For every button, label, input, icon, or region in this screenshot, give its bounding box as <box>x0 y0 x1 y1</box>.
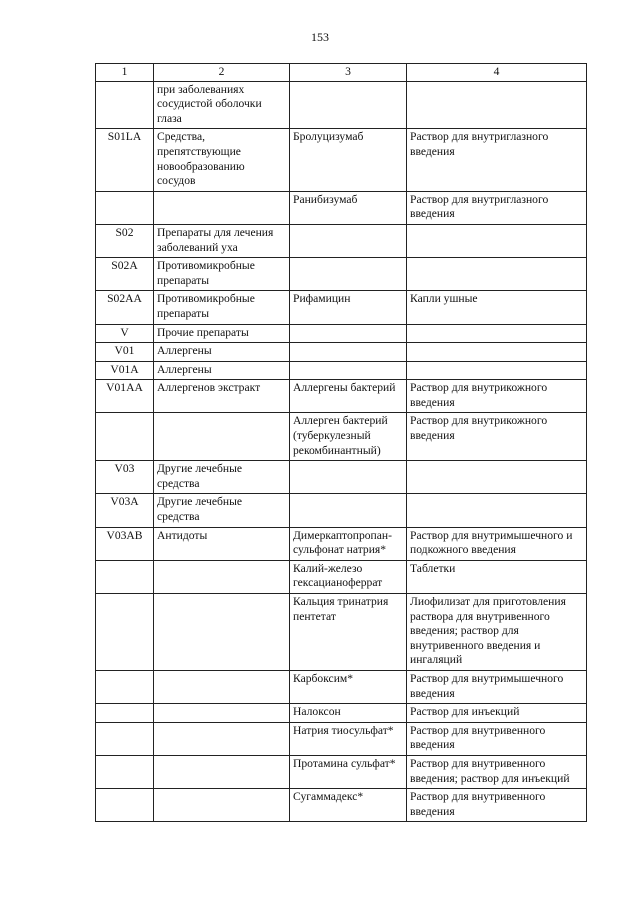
table-row <box>96 722 587 755</box>
group-name-cell: Противомикробные препараты <box>154 258 290 291</box>
drug-name-cell <box>290 461 407 494</box>
drug-name-cell: Аллергены бактерий <box>290 380 407 413</box>
drug-name-cell: Натрия тиосульфат* <box>290 722 407 755</box>
table-row <box>96 594 587 671</box>
group-name-cell: Аллергены <box>154 343 290 362</box>
drug-name-cell: Сугаммадекс* <box>290 789 407 822</box>
group-name-cell <box>154 594 290 671</box>
atc-code-cell <box>96 789 154 822</box>
atc-code-cell <box>96 670 154 703</box>
drug-name-cell: Налоксон <box>290 704 407 723</box>
group-name-cell: Противомикробные препараты <box>154 291 290 324</box>
group-name-cell: при заболеваниях сосудистой оболочки глаза <box>154 81 290 129</box>
table-row <box>96 413 587 461</box>
atc-code-cell <box>96 704 154 723</box>
drug-name-cell <box>290 324 407 343</box>
dosage-form-cell: Раствор для внутримышечного введения <box>407 670 587 703</box>
atc-code-cell: V03AB <box>96 527 154 560</box>
group-name-cell <box>154 670 290 703</box>
atc-code-cell: V01A <box>96 361 154 380</box>
table-row <box>96 527 587 560</box>
dosage-form-cell <box>407 258 587 291</box>
drug-name-cell <box>290 361 407 380</box>
table-row <box>96 291 587 324</box>
table-row <box>96 670 587 703</box>
table-row <box>96 704 587 723</box>
drug-name-cell <box>290 81 407 129</box>
drug-name-cell <box>290 224 407 257</box>
atc-code-cell: V01AA <box>96 380 154 413</box>
dosage-form-cell: Раствор для внутривенного введения; раствор для инъекций <box>407 755 587 788</box>
dosage-form-cell: Таблетки <box>407 560 587 593</box>
atc-code-cell: S01LA <box>96 129 154 191</box>
atc-code-cell: S02 <box>96 224 154 257</box>
drug-name-cell: Кальция тринатрия пентетат <box>290 594 407 671</box>
table-row <box>96 191 587 224</box>
atc-code-cell <box>96 81 154 129</box>
drug-name-cell <box>290 258 407 291</box>
table-row <box>96 361 587 380</box>
drug-name-cell <box>290 343 407 362</box>
drug-name-cell: Димеркаптопропан-сульфонат натрия* <box>290 527 407 560</box>
drug-name-cell: Бролуцизумаб <box>290 129 407 191</box>
atc-code-cell: V <box>96 324 154 343</box>
atc-code-cell <box>96 191 154 224</box>
group-name-cell <box>154 560 290 593</box>
dosage-form-cell <box>407 361 587 380</box>
table-row <box>96 258 587 291</box>
atc-code-cell <box>96 413 154 461</box>
drug-table <box>95 63 587 822</box>
drug-name-cell: Ранибизумаб <box>290 191 407 224</box>
atc-code-cell <box>96 722 154 755</box>
dosage-form-cell: Раствор для внутривенного введения <box>407 722 587 755</box>
dosage-form-cell: Лиофилизат для приготовления раствора для внутривенного введения; раствор для внутривенного введения и ингаляций <box>407 594 587 671</box>
dosage-form-cell <box>407 81 587 129</box>
group-name-cell: Аллергенов экстракт <box>154 380 290 413</box>
group-name-cell: Антидоты <box>154 527 290 560</box>
dosage-form-cell: Раствор для внутривенного введения <box>407 789 587 822</box>
atc-code-cell <box>96 594 154 671</box>
table-body <box>96 81 587 822</box>
atc-code-cell: S02A <box>96 258 154 291</box>
column-header: 1 <box>96 64 154 82</box>
dosage-form-cell: Раствор для внутримышечного и подкожного введения <box>407 527 587 560</box>
atc-code-cell: V03 <box>96 461 154 494</box>
group-name-cell: Другие лечебные средства <box>154 461 290 494</box>
table-row <box>96 461 587 494</box>
group-name-cell <box>154 413 290 461</box>
drug-name-cell <box>290 494 407 527</box>
drug-name-cell: Аллерген бактерий (туберкулезный рекомбинантный) <box>290 413 407 461</box>
table-row <box>96 224 587 257</box>
column-header: 3 <box>290 64 407 82</box>
table-row <box>96 755 587 788</box>
table-row <box>96 560 587 593</box>
dosage-form-cell: Раствор для внутрикожного введения <box>407 413 587 461</box>
table-row <box>96 81 587 129</box>
page-number: 153 <box>311 30 329 44</box>
column-header: 2 <box>154 64 290 82</box>
table-row <box>96 324 587 343</box>
atc-code-cell: V03A <box>96 494 154 527</box>
group-name-cell <box>154 789 290 822</box>
group-name-cell: Аллергены <box>154 361 290 380</box>
atc-code-cell: S02AA <box>96 291 154 324</box>
table-row <box>96 789 587 822</box>
dosage-form-cell <box>407 461 587 494</box>
atc-code-cell <box>96 755 154 788</box>
dosage-form-cell <box>407 324 587 343</box>
atc-code-cell <box>96 560 154 593</box>
dosage-form-cell: Раствор для внутриглазного введения <box>407 191 587 224</box>
drug-name-cell: Рифамицин <box>290 291 407 324</box>
table-row <box>96 129 587 191</box>
table-row <box>96 380 587 413</box>
drug-name-cell: Протамина сульфат* <box>290 755 407 788</box>
dosage-form-cell: Раствор для внутрикожного введения <box>407 380 587 413</box>
group-name-cell: Препараты для лечения заболеваний уха <box>154 224 290 257</box>
group-name-cell <box>154 755 290 788</box>
dosage-form-cell: Раствор для инъекций <box>407 704 587 723</box>
table-row <box>96 494 587 527</box>
dosage-form-cell <box>407 343 587 362</box>
dosage-form-cell: Капли ушные <box>407 291 587 324</box>
group-name-cell <box>154 722 290 755</box>
atc-code-cell: V01 <box>96 343 154 362</box>
column-header: 4 <box>407 64 587 82</box>
group-name-cell: Средства, препятствующие новообразованию сосудов <box>154 129 290 191</box>
drug-name-cell: Калий-железо гексацианоферрат <box>290 560 407 593</box>
table-row <box>96 343 587 362</box>
group-name-cell <box>154 704 290 723</box>
group-name-cell <box>154 191 290 224</box>
table-header-row <box>96 64 587 82</box>
group-name-cell: Прочие препараты <box>154 324 290 343</box>
dosage-form-cell: Раствор для внутриглазного введения <box>407 129 587 191</box>
group-name-cell: Другие лечебные средства <box>154 494 290 527</box>
dosage-form-cell <box>407 224 587 257</box>
drug-name-cell: Карбоксим* <box>290 670 407 703</box>
dosage-form-cell <box>407 494 587 527</box>
